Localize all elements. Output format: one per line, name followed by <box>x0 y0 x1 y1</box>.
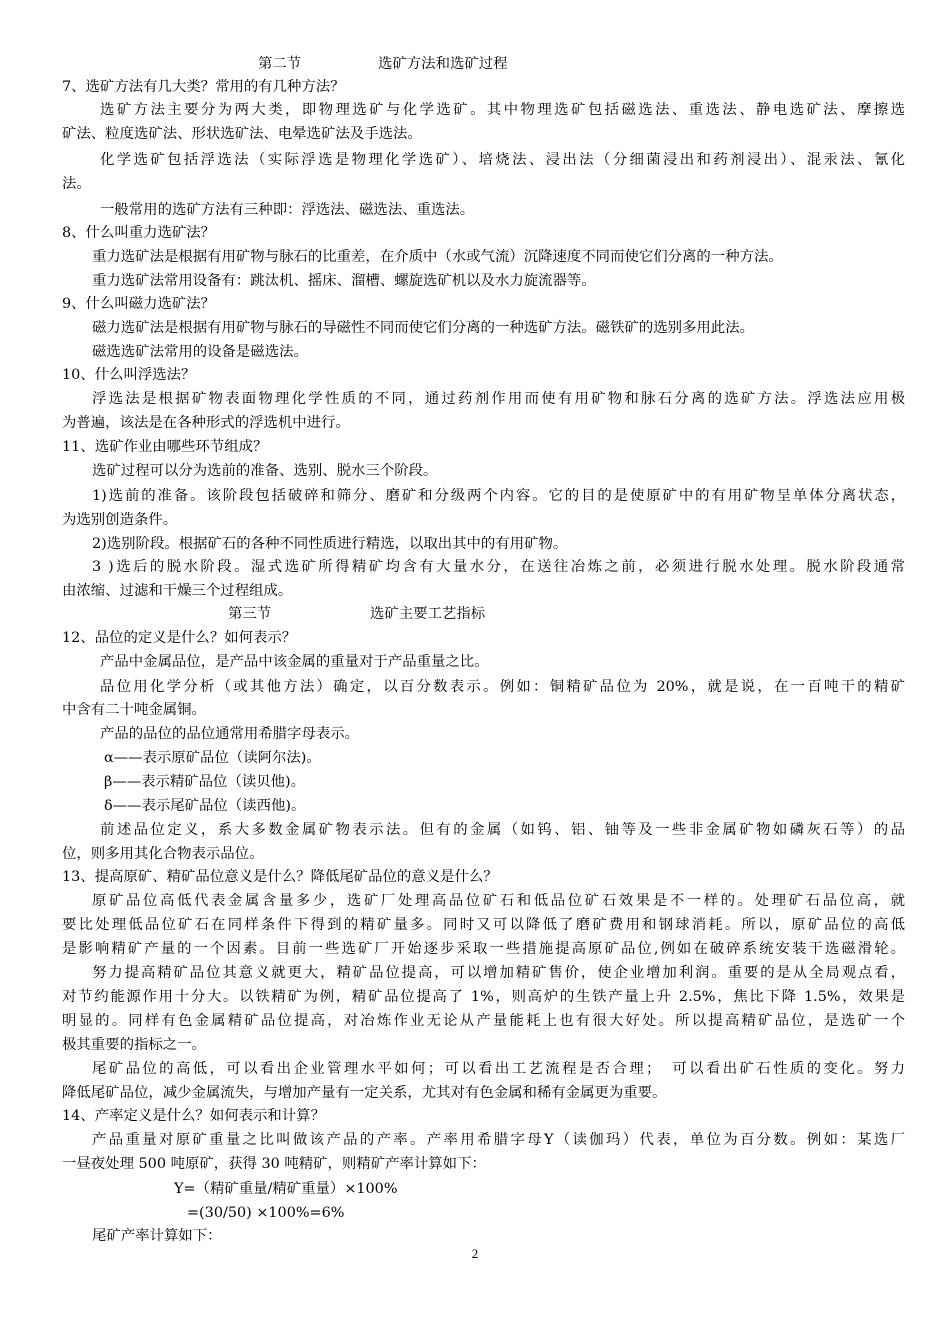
q11-step-2: 2)选别阶段。根据矿石的各种不同性质进行精选，以取出其中的有用矿物。 <box>92 536 568 552</box>
q11-title: 11、选矿作业由哪些环节组成？ <box>62 439 268 455</box>
q13-paragraph-2-line-3: 明显的。同样有色金属精矿品位提高，对冶炼作业无论从产量能耗上也有很大好处。所以提高精矿品位，是选矿一个 <box>62 1013 905 1029</box>
section-3-number: 第三节 <box>228 606 272 622</box>
q12-paragraph-3: 产品的品位的品位通常用希腊字母表示。 <box>100 726 360 742</box>
q13-paragraph-1-line-2: 要比处理低品位矿石在同样条件下得到的精矿量多。同时又可以降低了磨矿费用和钢球消耗。所以，原矿品位的高低 <box>62 917 905 933</box>
q13-paragraph-2-line-1: 努力提高精矿品位其意义就更大，精矿品位提高，可以增加精矿售价，使企业增加利润。重要的是从全局观点看， <box>92 965 905 981</box>
page-number: 2 <box>471 1246 479 1261</box>
q7-paragraph-3: 一般常用的选矿方法有三种即：浮选法、磁选法、重选法。 <box>100 202 475 218</box>
section-2-title: 选矿方法和选矿过程 <box>378 56 508 72</box>
q13-paragraph-1-line-3: 是影响精矿产量的一个因素。目前一些选矿厂开始逐步采取一些措施提高原矿品位,例如在破碎系统安装干选磁滑轮。 <box>62 941 905 957</box>
q7-title: 7、选矿方法有几大类？常用的有几种方法？ <box>62 79 345 95</box>
q10-paragraph-1-line-2: 为普遍，该法是在各种形式的浮选机中进行。 <box>62 415 350 431</box>
q12-title: 12、品位的定义是什么？如何表示？ <box>62 630 297 646</box>
q14-title: 14、产率定义是什么？如何表示和计算？ <box>62 1108 325 1124</box>
q11-step-1-line-1: 1)选前的准备。该阶段包括破碎和筛分、磨矿和分级两个内容。它的目的是使原矿中的有用矿物呈单体分离状态， <box>92 488 905 504</box>
q7-paragraph-1-line-2: 矿法、粒度选矿法、形状选矿法、电晕选矿法及手选法。 <box>62 126 422 142</box>
section-3-title: 选矿主要工艺指标 <box>370 606 486 622</box>
q9-title: 9、什么叫磁力选矿法？ <box>62 296 216 312</box>
q12-delta-definition: δ——表示尾矿品位（读西他)。 <box>104 798 306 814</box>
q13-paragraph-2-line-2: 对节约能源作用十分大。以铁精矿为例，精矿品位提高了 1%，则高炉的生铁产量上升 2.5%，焦比下降 1.5%，效果是 <box>62 989 905 1005</box>
q12-paragraph-1: 产品中金属品位，是产品中该金属的重量对于产品重量之比。 <box>100 654 489 670</box>
q7-paragraph-2-line-1: 化学选矿包括浮选法（实际浮选是物理化学选矿）、培烧法、浸出法（分细菌浸出和药剂浸出）、混汞法、氰化 <box>100 152 905 168</box>
section-2-number: 第二节 <box>258 56 302 72</box>
q14-formula-line-1: Υ=（精矿重量/精矿重量）×100% <box>174 1181 398 1197</box>
q12-paragraph-4-line-1: 前述品位定义，系大多数金属矿物表示法。但有的金属（如钨、铝、铀等及一些非金属矿物如磷灰石等）的品 <box>100 822 905 838</box>
q11-intro: 选矿过程可以分为选前的准备、选别、脱水三个阶段。 <box>92 463 438 479</box>
q8-paragraph-2: 重力选矿法常用设备有：跳汰机、摇床、溜槽、螺旋选矿机以及水力旋流器等。 <box>92 273 596 289</box>
q12-paragraph-2-line-1: 品位用化学分析（或其他方法）确定，以百分数表示。例如：铜精矿品位为 20%，就是说，在一百吨干的精矿 <box>100 679 905 695</box>
q10-title: 10、什么叫浮选法？ <box>62 367 196 383</box>
q12-paragraph-4-line-2: 位，则多用其化合物表示品位。 <box>62 846 264 862</box>
q11-step-1-line-2: 为选别创造条件。 <box>62 512 178 528</box>
q11-step-3-line-1: 3 )选后的脱水阶段。湿式选矿所得精矿均含有大量水分，在送往冶炼之前，必须进行脱水处理。脱水阶段通常 <box>92 559 905 575</box>
q8-paragraph-1: 重力选矿法是根据有用矿物与脉石的比重差，在介质中（水或气流）沉降速度不同而使它们分离的一种方法。 <box>92 249 783 265</box>
q8-title: 8、什么叫重力选矿法？ <box>62 225 216 241</box>
q13-paragraph-2-line-4: 极其重要的指标之一。 <box>62 1037 206 1053</box>
q14-paragraph-2: 尾矿产率计算如下： <box>92 1228 222 1244</box>
q13-title: 13、提高原矿、精矿品位意义是什么？降低尾矿品位的意义是什么？ <box>62 869 498 885</box>
q14-formula-line-2: =(30/50) ×100%=6% <box>187 1205 345 1221</box>
q12-alpha-definition: α——表示原矿品位（读阿尔法)。 <box>104 750 321 766</box>
q14-paragraph-1-line-1: 产品重量对原矿重量之比叫做该产品的产率。产率用希腊字母Υ（读伽玛）代表，单位为百分数。例如：某选厂 <box>92 1132 905 1148</box>
q9-paragraph-2: 磁选选矿法常用的设备是磁选法。 <box>92 344 308 360</box>
q12-beta-definition: β——表示精矿品位（读贝他)。 <box>104 774 306 790</box>
q13-paragraph-1-line-1: 原矿品位高低代表金属含量多少，选矿厂处理高品位矿石和低品位矿石效果是不一样的。处理矿石品位高，就 <box>92 893 905 909</box>
q13-paragraph-3-line-1: 尾矿品位的高低，可以看出企业管理水平如何；可以看出工艺流程是否合理； 可以看出矿石性质的变化。努力 <box>92 1061 905 1077</box>
q10-paragraph-1-line-1: 浮选法是根据矿物表面物理化学性质的不同，通过药剂作用而使有用矿物和脉石分离的选矿方法。浮选法应用极 <box>92 391 905 407</box>
q12-paragraph-2-line-2: 中含有二十吨金属铜。 <box>62 702 206 718</box>
q7-paragraph-1-line-1: 选矿方法主要分为两大类，即物理选矿与化学选矿。其中物理选矿包括磁选法、重选法、静电选矿法、摩擦选 <box>100 102 905 118</box>
q11-step-3-line-2: 由浓缩、过滤和干燥三个过程组成。 <box>62 583 293 599</box>
q9-paragraph-1: 磁力选矿法是根据有用矿物与脉石的导磁性不同而使它们分离的一种选矿方法。磁铁矿的选别多用此法。 <box>92 320 754 336</box>
q14-paragraph-1-line-2: 一昼夜处理 500 吨原矿，获得 30 吨精矿，则精矿产率计算如下： <box>62 1156 486 1172</box>
q13-paragraph-3-line-2: 降低尾矿品位，减少金属流失，与增加产量有一定关系，尤其对有色金属和稀有金属更为重要。 <box>62 1085 667 1101</box>
q7-paragraph-2-line-2: 法。 <box>62 176 91 192</box>
